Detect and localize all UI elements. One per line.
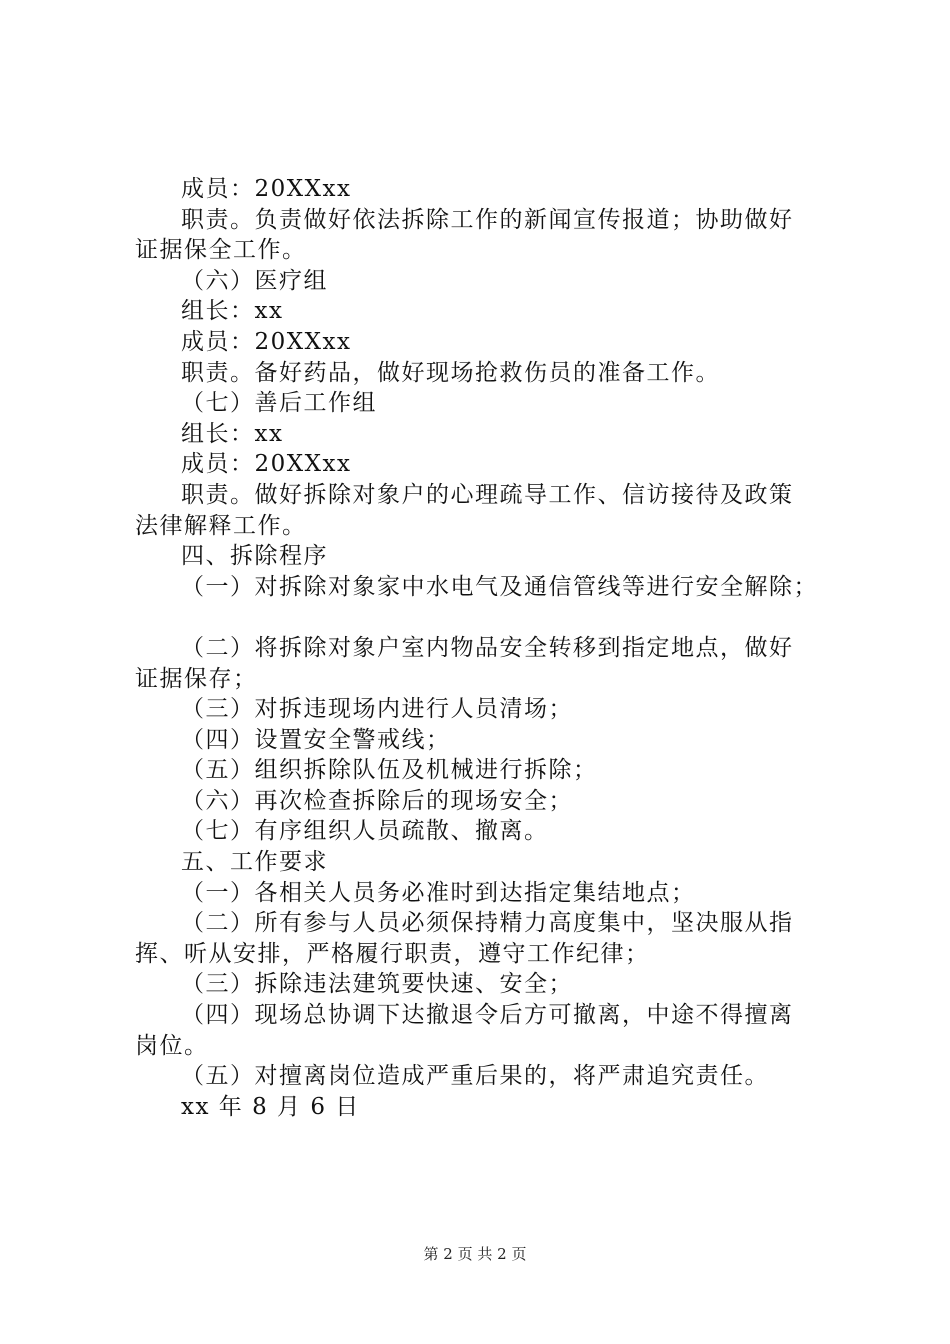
text-line: 成员：20XXxx	[181, 176, 352, 202]
text-line: 成员：20XXxx	[181, 451, 352, 478]
list-item: （一）对拆除对象家中水电气及通信管线等进行安全解除；	[181, 573, 818, 600]
list-item: （一）各相关人员务必准时到达指定集结地点；	[181, 879, 696, 906]
text-line: 职责。备好药品，做好现场抢救伤员的准备工作。	[181, 359, 720, 386]
page-footer: 第 2 页 共 2 页	[423, 1245, 527, 1263]
document-date: xx 年 8 月 6 日	[181, 1093, 360, 1120]
list-item: （五）组织拆除队伍及机械进行拆除；	[181, 757, 598, 784]
list-item: （三）拆除违法建筑要快速、安全；	[181, 971, 573, 998]
list-item: （二）将拆除对象户室内物品安全转移到指定地点，做好	[181, 634, 794, 661]
text-line: 职责。负责做好依法拆除工作的新闻宣传报道；协助做好	[181, 206, 794, 233]
section-heading: 四、拆除程序	[181, 543, 328, 570]
text-line: 法律解释工作。	[135, 512, 307, 539]
text-line: 组长：xx	[181, 298, 284, 325]
blank-line	[135, 602, 835, 633]
list-item: （六）再次检查拆除后的现场安全；	[181, 787, 573, 814]
text-line: 证据保存；	[135, 665, 258, 692]
section-heading: （七）善后工作组	[181, 390, 377, 417]
list-item: （七）有序组织人员疏散、撤离。	[181, 818, 549, 845]
document-body	[135, 174, 835, 1122]
list-item: （三）对拆违现场内进行人员清场；	[181, 696, 573, 723]
list-item: （四）设置安全警戒线；	[181, 726, 451, 753]
text-line: 挥、听从安排，严格履行职责，遵守工作纪律；	[135, 940, 650, 967]
text-line: 成员：20XXxx	[181, 328, 352, 355]
section-heading: 五、工作要求	[181, 849, 328, 876]
text-line: 组长：xx	[181, 420, 284, 447]
text-line: 职责。做好拆除对象户的心理疏导工作、信访接待及政策	[181, 481, 794, 508]
list-item: （四）现场总协调下达撤退令后方可撤离，中途不得擅离	[181, 1002, 794, 1029]
section-heading: （六）医疗组	[181, 267, 328, 294]
text-line: 证据保全工作。	[135, 237, 307, 264]
list-item: （五）对擅离岗位造成严重后果的，将严肃追究责任。	[181, 1063, 769, 1090]
text-line: 岗位。	[135, 1032, 209, 1059]
list-item: （二）所有参与人员必须保持精力高度集中，坚决服从指	[181, 910, 794, 937]
